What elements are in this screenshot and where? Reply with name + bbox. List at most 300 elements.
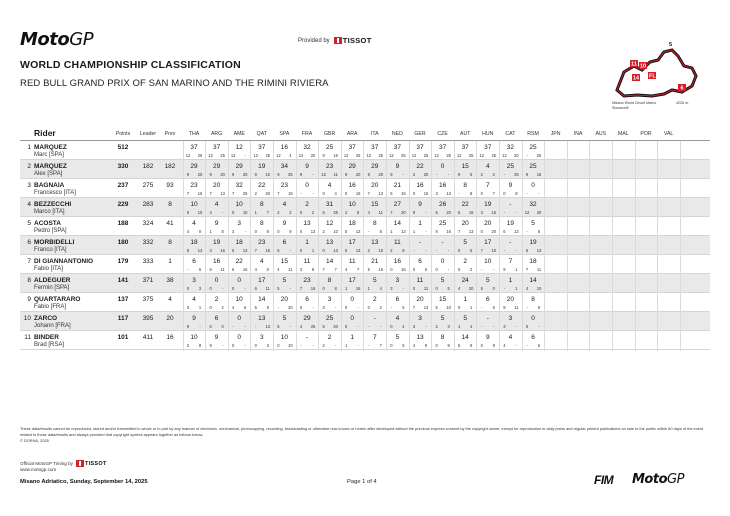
race-points-split (341, 305, 363, 310)
race-points-split (522, 267, 544, 272)
race-points-total: 0 (531, 182, 535, 189)
gap-to-leader: 324 (142, 220, 154, 227)
column-divider (273, 141, 274, 351)
race-points-total: 8 (440, 334, 445, 341)
race-points-total: - (373, 315, 376, 322)
race-points-part: - (493, 324, 495, 329)
race-points-part: 2 (289, 210, 292, 215)
column-divider (476, 141, 477, 351)
rider-position: 2 (27, 163, 31, 170)
race-points-part: - (538, 324, 540, 329)
header-race-qat: QAT (256, 131, 267, 137)
race-points-total: 0 (440, 163, 445, 170)
race-points-part: 20 (401, 210, 406, 215)
race-points-part: 10 (242, 210, 248, 215)
race-points-split (454, 248, 476, 253)
race-points-split (499, 324, 521, 329)
race-points-part: 3 (435, 191, 438, 196)
race-points-split (432, 153, 454, 158)
race-points-split (228, 286, 250, 291)
race-points-total: 25 (529, 144, 537, 151)
race-points-part: 9 (390, 172, 393, 177)
race-points-total: 9 (418, 201, 422, 208)
race-points-split (364, 343, 386, 348)
race-points-part: 25 (536, 153, 542, 158)
race-points-part: 0 (458, 267, 461, 272)
race-points-total: 37 (393, 144, 401, 151)
table-row (20, 255, 710, 274)
race-points-split (183, 210, 205, 215)
race-points-total: 6 (395, 296, 400, 303)
race-points-part: - (187, 267, 189, 272)
race-points-part: 11 (288, 267, 293, 272)
race-points-split (251, 191, 273, 196)
race-points-split (386, 305, 408, 310)
header-race-tha: THA (188, 131, 200, 137)
race-points-total: 5 (463, 239, 467, 246)
table-row (20, 198, 710, 217)
column-divider (296, 141, 297, 351)
race-points-part: 1 (198, 305, 202, 310)
race-points-part: 16 (446, 229, 451, 234)
race-points-part: 4 (379, 286, 382, 291)
race-points-total: 20 (506, 296, 514, 303)
race-points-part: - (244, 343, 246, 348)
race-points-part: 0 (412, 191, 416, 196)
race-points-part: 5 (402, 343, 405, 348)
official-timing (20, 460, 107, 467)
race-points-part: 12 (411, 153, 417, 158)
race-points-part: 13 (242, 248, 248, 253)
race-points-part: 6 (254, 286, 257, 291)
rider-position: 3 (27, 182, 31, 189)
race-points-total: - (509, 201, 512, 208)
race-points-total: 10 (280, 334, 288, 341)
race-points-part: 2 (277, 210, 280, 215)
race-points-part: 13 (355, 229, 361, 234)
race-points-split (386, 229, 408, 234)
race-points-total: 19 (506, 220, 514, 227)
header-race-arg: ARG (210, 131, 223, 137)
race-points-total: 29 (303, 315, 311, 322)
race-points-split (273, 210, 295, 215)
race-points-total: 3 (192, 277, 196, 284)
rider-points: 229 (117, 201, 129, 208)
race-points-part: 6 (209, 324, 212, 329)
race-points-part: - (503, 248, 506, 253)
race-points-part: 12 (253, 153, 259, 158)
race-points-split (499, 343, 521, 348)
race-points-part: 16 (288, 191, 293, 196)
race-points-part: 8 (334, 286, 337, 291)
race-points-part: 25 (401, 153, 406, 158)
header-race-aus: AUS (595, 131, 607, 137)
race-points-part: - (357, 305, 359, 310)
race-points-total: 37 (371, 144, 379, 151)
race-points-split (364, 305, 386, 310)
race-points-total: 3 (508, 315, 513, 322)
race-points-total: 7 (485, 182, 490, 189)
table-row (20, 236, 710, 255)
race-points-part: 7 (492, 191, 495, 196)
race-points-part: 5 (209, 267, 212, 272)
race-points-part: 6 (525, 248, 529, 253)
column-divider (589, 141, 590, 351)
race-points-part: 0 (254, 343, 257, 348)
race-points-part: 0 (345, 324, 348, 329)
race-points-part: 16 (378, 267, 384, 272)
race-points-total: 37 (212, 144, 221, 151)
column-divider (522, 141, 523, 351)
race-points-total: 10 (190, 334, 198, 341)
race-points-split (319, 248, 341, 253)
race-points-split (454, 286, 476, 291)
race-points-part: 9 (492, 343, 495, 348)
circuit-map (612, 40, 712, 102)
rider-points: 237 (117, 182, 129, 189)
race-points-part: - (425, 229, 427, 234)
race-points-part: 12 (298, 153, 304, 158)
race-points-part: - (300, 191, 302, 196)
race-points-part: - (425, 324, 427, 329)
race-points-part: 20 (491, 229, 497, 234)
race-points-split (364, 210, 386, 215)
race-points-split (206, 324, 228, 329)
gap-to-leader: 332 (142, 239, 154, 246)
race-points-part: 3 (186, 305, 190, 310)
race-points-part: 5 (277, 324, 280, 329)
race-points-total: 25 (325, 315, 334, 322)
race-points-part: - (289, 286, 292, 291)
race-points-part: 7 (334, 267, 337, 272)
race-points-part: 2 (492, 172, 495, 177)
race-points-part: 0 (412, 267, 416, 272)
race-points-part: 25 (378, 153, 384, 158)
race-points-part: 4 (503, 343, 506, 348)
rider-position: 11 (24, 334, 31, 341)
header-race-fra: FRA (301, 131, 313, 137)
race-points-split (477, 305, 499, 310)
page-number: Page 1 of 4 (347, 479, 377, 485)
race-points-part: 9 (515, 191, 518, 196)
race-points-part: 12 (456, 153, 462, 158)
column-divider (250, 141, 251, 351)
race-points-split (386, 343, 408, 348)
header-race-rsm: RSM (527, 131, 539, 137)
race-points-part: - (312, 305, 314, 310)
race-points-split (273, 343, 295, 348)
race-points-part: - (232, 324, 234, 329)
race-points-part: - (515, 324, 518, 329)
race-points-split (522, 286, 544, 291)
race-points-part: - (357, 343, 359, 348)
circuit-length: 4226 m. (676, 101, 689, 105)
race-points-part: 25 (310, 324, 316, 329)
race-points-split (183, 229, 205, 234)
race-points-part: 4 (299, 324, 303, 329)
race-points-part: 16 (310, 286, 316, 291)
race-points-total: 5 (531, 220, 535, 227)
race-points-part: - (390, 305, 393, 310)
race-points-part: 6 (470, 172, 473, 177)
race-points-split (432, 172, 454, 177)
race-points-split (477, 324, 499, 329)
race-points-split (228, 305, 250, 310)
gap-to-leader: 182 (142, 163, 154, 170)
rider-surname: QUARTARARO (34, 295, 81, 303)
gap-to-leader: 395 (142, 315, 154, 322)
race-points-part: 16 (355, 286, 361, 291)
gap-to-previous: 38 (166, 277, 174, 284)
rider-surname: BEZZECCHI (34, 200, 72, 208)
race-points-total: 14 (325, 258, 334, 265)
race-points-part: 2 (379, 305, 382, 310)
rider-name-nation: Fermin [SPA] (34, 285, 70, 291)
race-points-split (409, 191, 431, 196)
race-points-split (454, 210, 476, 215)
race-points-split (319, 343, 341, 348)
race-points-part: 0 (277, 343, 280, 348)
race-points-part: - (515, 210, 518, 215)
race-points-total: 1 (350, 334, 354, 341)
rider-name-nation: Brad [RSA] (34, 342, 65, 348)
race-points-part: 5 (254, 305, 257, 310)
race-points-part: 25 (468, 153, 474, 158)
race-points-part: 10 (378, 248, 384, 253)
race-points-part: - (425, 248, 427, 253)
race-points-part: 6 (244, 305, 247, 310)
race-points-total: 29 (348, 163, 356, 170)
race-points-part: 5 (232, 248, 235, 253)
race-points-split (319, 191, 341, 196)
race-points-split (228, 324, 250, 329)
gap-to-previous: 4 (168, 296, 172, 303)
race-points-part: 13 (536, 248, 542, 253)
race-points-split (386, 172, 408, 177)
race-points-part: - (244, 286, 246, 291)
race-points-split (477, 210, 499, 215)
race-points-part: - (289, 248, 292, 253)
race-points-total: 5 (282, 315, 287, 322)
race-points-part: - (334, 343, 337, 348)
rider-name-nation: Marc [SPA] (34, 152, 64, 158)
race-points-part: 16 (423, 191, 429, 196)
race-points-total: 0 (350, 296, 354, 303)
race-points-split (296, 305, 318, 310)
rider-surname: DI GIANNANTONIO (34, 257, 94, 265)
column-divider (657, 141, 658, 351)
race-points-part: 5 (390, 191, 393, 196)
race-points-split (386, 191, 408, 196)
race-points-part: - (447, 172, 450, 177)
race-points-part: 11 (423, 286, 429, 291)
race-points-total: 37 (484, 144, 492, 151)
race-points-split (409, 210, 431, 215)
race-points-split (477, 343, 499, 348)
race-points-part: 8 (266, 229, 269, 234)
race-points-part: 0 (412, 286, 416, 291)
column-divider (431, 141, 432, 351)
race-points-part: 3 (209, 248, 212, 253)
rider-position: 6 (27, 239, 31, 246)
race-points-total: 15 (371, 201, 379, 208)
race-points-part: 16 (491, 210, 497, 215)
race-points-part: 3 (322, 305, 325, 310)
column-divider (409, 141, 410, 351)
race-points-split (251, 248, 273, 253)
race-points-part: 8 (311, 267, 315, 272)
race-points-total: 29 (190, 163, 198, 170)
header-rider: Rider (34, 128, 56, 138)
race-points-total: 27 (393, 201, 401, 208)
race-points-part: 12 (230, 153, 236, 158)
race-points-part: 0 (198, 229, 202, 234)
race-points-part: 6 (198, 267, 202, 272)
race-points-part: 0 (322, 191, 325, 196)
race-points-total: 9 (282, 220, 287, 227)
rider-name-nation: Fabio [FRA] (34, 304, 67, 310)
race-points-part: 7 (458, 229, 461, 234)
race-points-part: 7 (357, 267, 360, 272)
race-points-split (364, 191, 386, 196)
race-points-total: 13 (258, 315, 266, 322)
header-race-ina: INA (573, 131, 583, 137)
race-points-split (296, 286, 318, 291)
race-points-part: - (526, 153, 528, 158)
race-points-total: 10 (235, 201, 243, 208)
race-points-total: - (486, 315, 489, 322)
race-points-part: 10 (491, 248, 497, 253)
race-points-part: 4 (186, 229, 190, 234)
race-points-part: 16 (536, 172, 542, 177)
race-points-part: 0 (322, 286, 325, 291)
race-points-split (522, 172, 544, 177)
rider-points: 137 (117, 296, 129, 303)
race-points-part: 13 (401, 229, 406, 234)
rider-name-nation: Johann [FRA] (34, 323, 71, 329)
rider-position: 5 (27, 220, 31, 227)
race-points-split (296, 324, 318, 329)
gap-to-previous: 8 (168, 239, 172, 246)
race-points-part: 2 (390, 248, 393, 253)
gap-to-previous: 8 (168, 201, 172, 208)
race-points-part: 0 (390, 267, 393, 272)
rider-points: 179 (117, 258, 129, 265)
race-points-part: 16 (401, 267, 406, 272)
race-points-total: 37 (348, 144, 356, 151)
race-points-split (477, 286, 499, 291)
race-points-part: - (334, 305, 337, 310)
race-points-split (273, 191, 295, 196)
race-points-split (251, 305, 273, 310)
race-points-part: 9 (345, 172, 348, 177)
race-points-part: 10 (536, 286, 542, 291)
race-points-total: 9 (305, 163, 309, 170)
website-link[interactable]: www.motogp.com (20, 467, 57, 472)
rider-name-nation: Pedro [SPA] (34, 228, 67, 234)
race-points-part: 20 (242, 172, 248, 177)
circuit-label-5: 5 (669, 42, 673, 48)
race-points-part: 8 (221, 229, 224, 234)
race-points-part: 5 (277, 286, 280, 291)
race-points-split (206, 343, 228, 348)
race-points-part: 3 (266, 343, 269, 348)
race-points-total: 17 (484, 239, 492, 246)
race-points-part: 9 (470, 343, 473, 348)
race-points-split (499, 191, 521, 196)
header-race-cat: CAT (505, 131, 516, 137)
race-points-part: 13 (468, 229, 474, 234)
race-points-split (432, 229, 454, 234)
race-points-split (296, 229, 318, 234)
race-points-split (454, 267, 476, 272)
race-points-total: 32 (506, 144, 514, 151)
race-points-part: 20 (536, 210, 542, 215)
race-points-part: 12 (321, 172, 326, 177)
race-points-split (341, 210, 363, 215)
race-points-split (228, 153, 250, 158)
race-points-part: 0 (209, 305, 212, 310)
table-row (20, 293, 710, 312)
race-points-part: 25 (491, 153, 497, 158)
gap-to-previous: 16 (166, 334, 174, 341)
rider-surname: BAGNAIA (34, 181, 65, 189)
race-points-part: 20 (468, 286, 474, 291)
race-points-part: 4 (345, 267, 348, 272)
race-points-part: - (526, 229, 528, 234)
race-points-split (183, 248, 205, 253)
race-points-total: 25 (529, 163, 537, 170)
race-points-split (228, 191, 250, 196)
race-points-split (296, 210, 318, 215)
race-points-total: 0 (531, 315, 535, 322)
race-points-split (386, 286, 408, 291)
rider-surname: ALDEGUER (34, 276, 71, 284)
race-points-part: - (435, 172, 438, 177)
race-points-total: 4 (282, 201, 287, 208)
race-points-total: 29 (212, 163, 221, 170)
race-points-part: 2 (345, 210, 348, 215)
page-subtitle: RED BULL GRAND PRIX OF SAN MARINO AND THE RIMINI RIVIERA (20, 78, 329, 89)
race-points-part: - (481, 305, 483, 310)
race-points-part: 6 (277, 248, 280, 253)
race-points-total: 4 (214, 201, 219, 208)
race-points-split (454, 229, 476, 234)
race-points-part: 16 (355, 191, 361, 196)
race-points-total: 10 (348, 201, 356, 208)
race-points-split (409, 267, 431, 272)
race-points-split (341, 153, 363, 158)
race-points-part: 9 (503, 305, 506, 310)
column-divider (499, 141, 500, 351)
tissot-text: TISSOT (342, 36, 372, 45)
race-points-split (183, 267, 205, 272)
race-points-split (386, 248, 408, 253)
race-points-part: - (221, 343, 224, 348)
race-points-total: 16 (416, 182, 424, 189)
header-race-val: VAL (663, 131, 674, 137)
table-row (20, 160, 710, 179)
race-points-split (183, 191, 205, 196)
race-points-part: 25 (265, 153, 271, 158)
race-points-total: 8 (259, 201, 264, 208)
race-points-total: 8 (531, 296, 535, 303)
race-points-part: 16 (265, 248, 271, 253)
race-points-part: 7 (232, 191, 235, 196)
race-points-part: 25 (242, 191, 248, 196)
rider-points: 512 (117, 144, 129, 151)
header-race-hun: HUN (482, 131, 494, 137)
